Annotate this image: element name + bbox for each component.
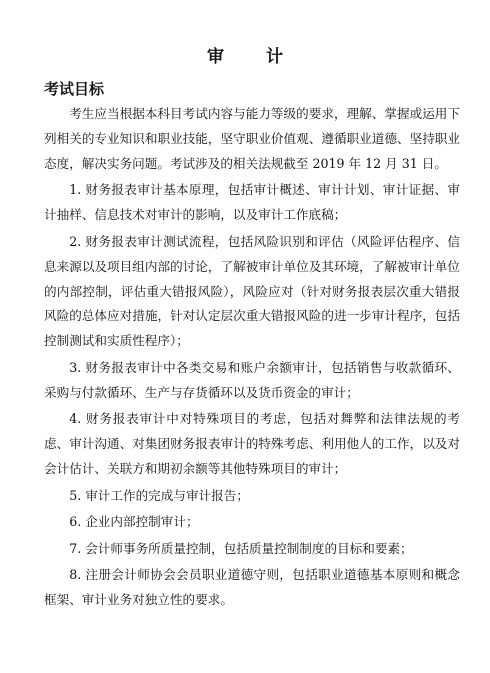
document-title: 审 计 [207,47,301,67]
section-heading: 考试目标 [44,80,105,98]
objective-item-1: 1. 财务报表审计基本原理，包括审计概述、审计计划、审计证据、审计抽样、信息技术对审计的影响，以及审计工作底稿； [44,182,460,223]
objective-item-7: 7. 会计师事务所质量控制，包括质量控制制度的目标和要素； [69,540,413,556]
objective-item-4: 4. 财务报表审计中对特殊项目的考虑，包括对舞弊和法律法规的考虑、审计沟通、对集团财务报表审计的特殊考虑、利用他人的工作，以及对会计估计、关联方和期初余额等其他特殊项目的审计； [44,411,460,477]
intro-paragraph: 考生应当根据本科目考试内容与能力等级的要求，理解、掌握或运用下列相关的专业知识和职业技能，坚守职业价值观、遵循职业道德、坚持职业态度，解决实务问题。考试涉及的相关法规截至 2019 年 12 月 31 日。 [44,106,460,171]
objective-item-6: 6. 企业内部控制审计； [69,514,199,530]
objective-item-8: 8. 注册会计师协会会员职业道德守则，包括职业道德基本原则和概念框架、审计业务对独立性的要求。 [44,567,460,607]
objective-item-5: 5. 审计工作的完成与审计报告； [69,487,249,503]
objective-item-3: 3. 财务报表审计中各类交易和账户余额审计，包括销售与收款循环、采购与付款循环、生产与存货循环以及货币资金的审计； [44,359,460,400]
objective-item-2: 2. 财务报表审计测试流程，包括风险识别和评估（风险评估程序、信息来源以及项目组内部的讨论，了解被审计单位及其环境，了解被审计单位的内部控制，评估重大错报风险），风险应对（针对财务报表层次重大错报风险的总体应对措施，针对认定层次重大错报风险的进一步审计程序，包括控制测试和实质性程序）； [44,233,460,349]
body-text [44,102,460,613]
